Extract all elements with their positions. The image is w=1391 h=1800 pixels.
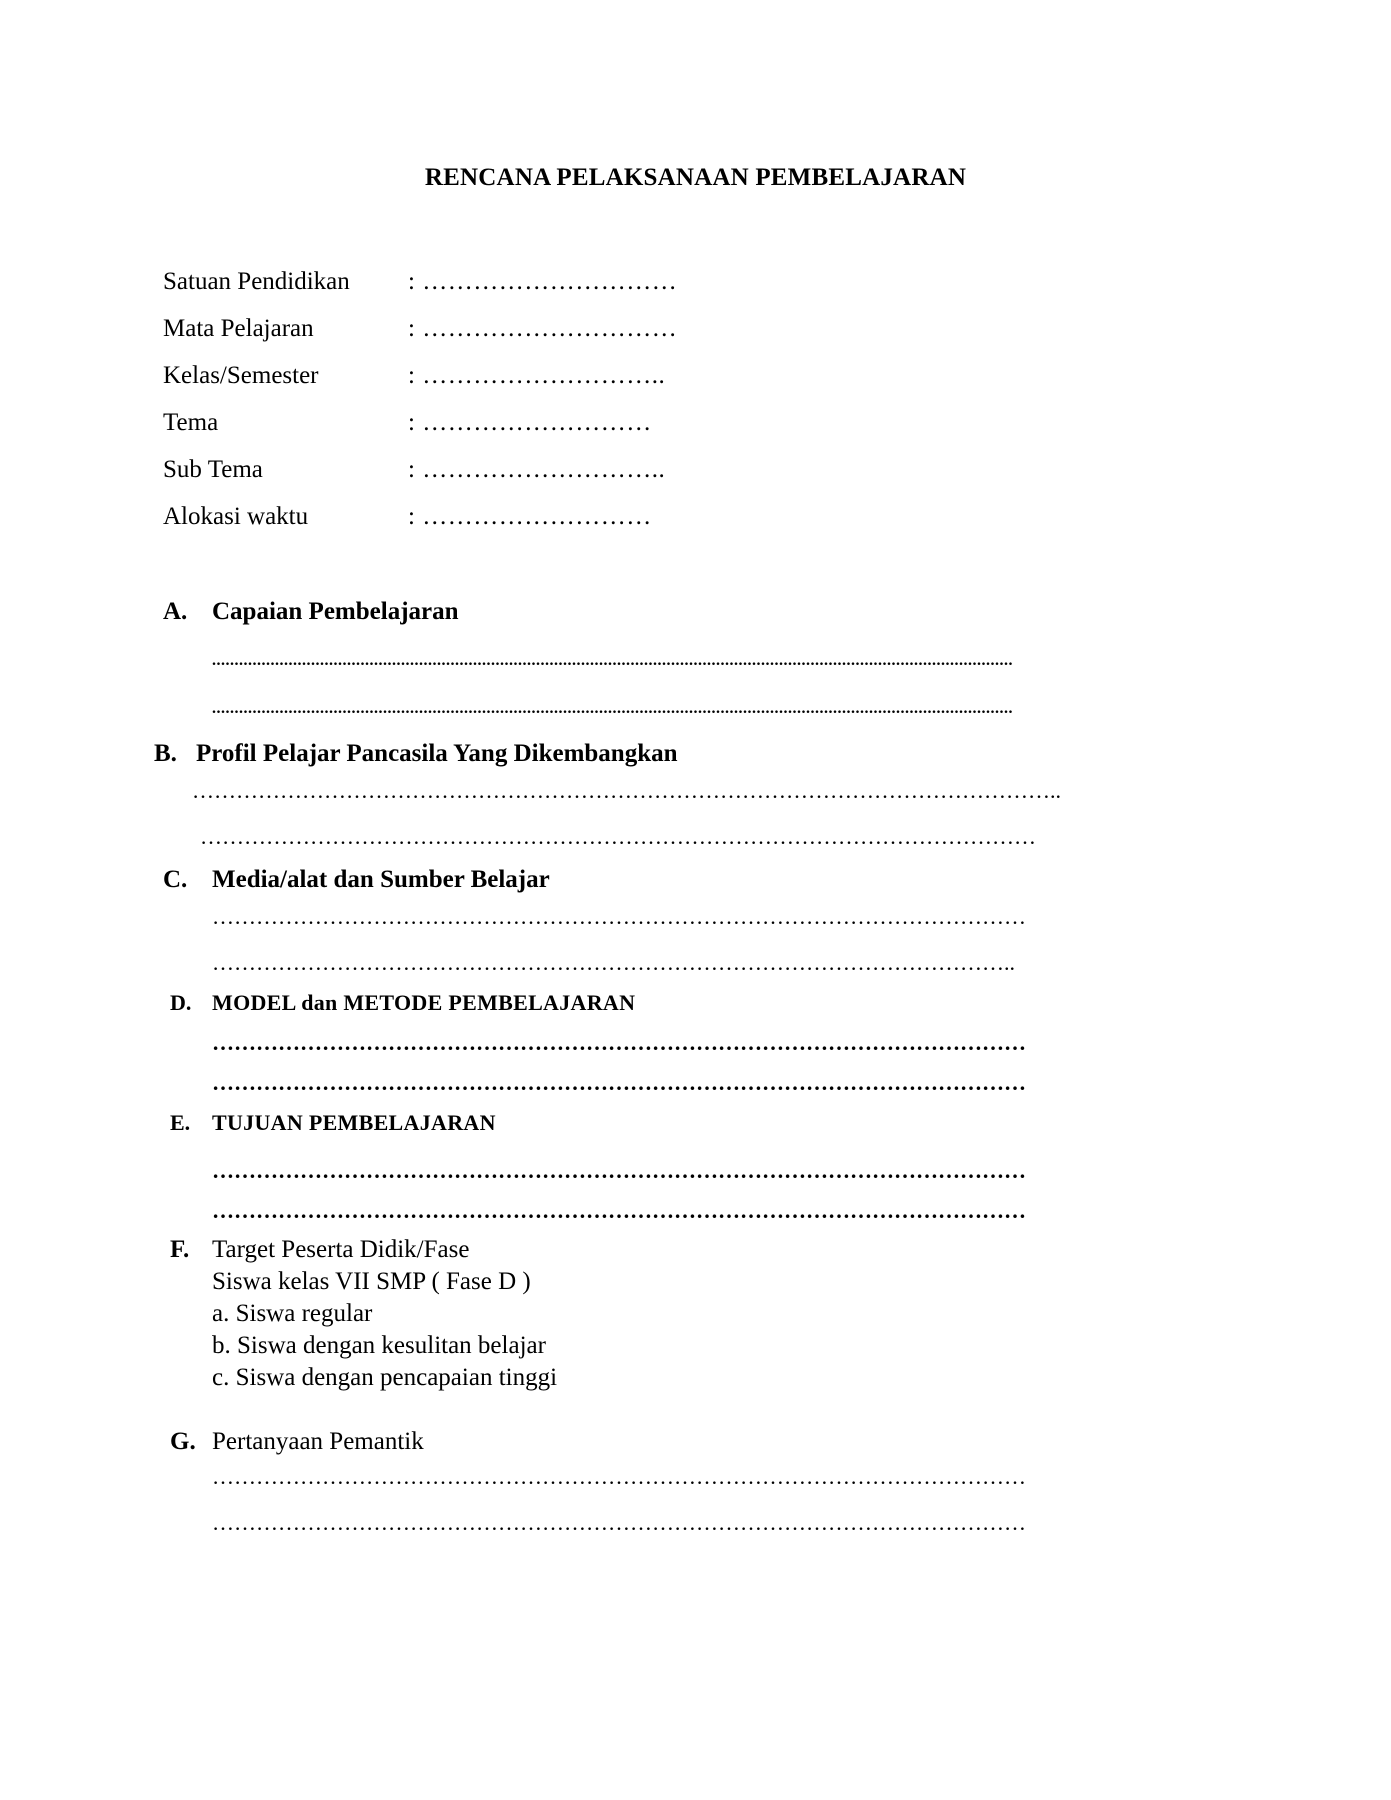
fill-line: .................................................................................................................................................................................. — [212, 700, 1013, 717]
identity-value: : ………………………… — [408, 315, 678, 342]
section-heading: Profil Pelajar Pancasila Yang Dikembangkan — [196, 740, 678, 767]
list-item: b. Siswa dengan kesulitan belajar — [212, 1332, 546, 1359]
list-item: Siswa kelas VII SMP ( Fase D ) — [212, 1268, 531, 1295]
identity-value: : ………………………… — [408, 268, 678, 295]
identity-label: Satuan Pendidikan — [163, 268, 350, 295]
section-heading: MODEL dan METODE PEMBELAJARAN — [212, 990, 636, 1015]
identity-label: Alokasi waktu — [163, 503, 309, 530]
identity-label: Sub Tema — [163, 456, 263, 483]
section-letter: D. — [170, 990, 192, 1015]
fill-line: ………………………………………………………………………………………………… — [212, 1030, 1026, 1055]
identity-value: : ……………………… — [408, 409, 652, 436]
fill-line: ………………………………………………………………………………………………… — [212, 904, 1026, 929]
page-title: RENCANA PELAKSANAAN PEMBELAJARAN — [424, 164, 967, 191]
section-letter: B. — [154, 740, 177, 767]
fill-line: ………………………………………………………………………………………………… — [212, 1464, 1026, 1489]
fill-line: .................................................................................................................................................................................. — [212, 652, 1013, 669]
section-letter: A. — [163, 598, 188, 625]
identity-value: : ……………………….. — [408, 362, 666, 389]
identity-value: : ……………………….. — [408, 456, 666, 483]
section-heading: Pertanyaan Pemantik — [212, 1428, 424, 1455]
section-letter: F. — [170, 1236, 190, 1263]
fill-line: ……………………………………………………………………………………………………….. — [192, 778, 1061, 803]
section-letter: G. — [170, 1428, 196, 1455]
fill-line: ………………………………………………………………………………………………… — [212, 1158, 1026, 1183]
fill-line: ………………………………………………………………………………………………… — [212, 1070, 1026, 1095]
list-item: c. Siswa dengan pencapaian tinggi — [212, 1364, 558, 1391]
fill-line: ………………………………………………………………………………………………… — [212, 1198, 1026, 1223]
fill-line: ………………………………………………………………………………………………… — [212, 1510, 1026, 1535]
identity-value: : ……………………… — [408, 503, 652, 530]
identity-label: Mata Pelajaran — [163, 315, 314, 342]
section-heading: Capaian Pembelajaran — [212, 598, 459, 625]
list-item: a. Siswa regular — [212, 1300, 373, 1327]
identity-label: Kelas/Semester — [163, 362, 319, 389]
fill-line: ……………………………………………………………………………………………….. — [212, 950, 1015, 975]
section-letter: C. — [163, 866, 188, 893]
fill-line: …………………………………………………………………………………………………… — [200, 824, 1036, 849]
section-heading: Media/alat dan Sumber Belajar — [212, 866, 550, 893]
section-letter: E. — [170, 1110, 191, 1135]
section-heading: TUJUAN PEMBELAJARAN — [212, 1110, 496, 1135]
section-heading: Target Peserta Didik/Fase — [212, 1236, 470, 1263]
identity-label: Tema — [163, 409, 219, 436]
